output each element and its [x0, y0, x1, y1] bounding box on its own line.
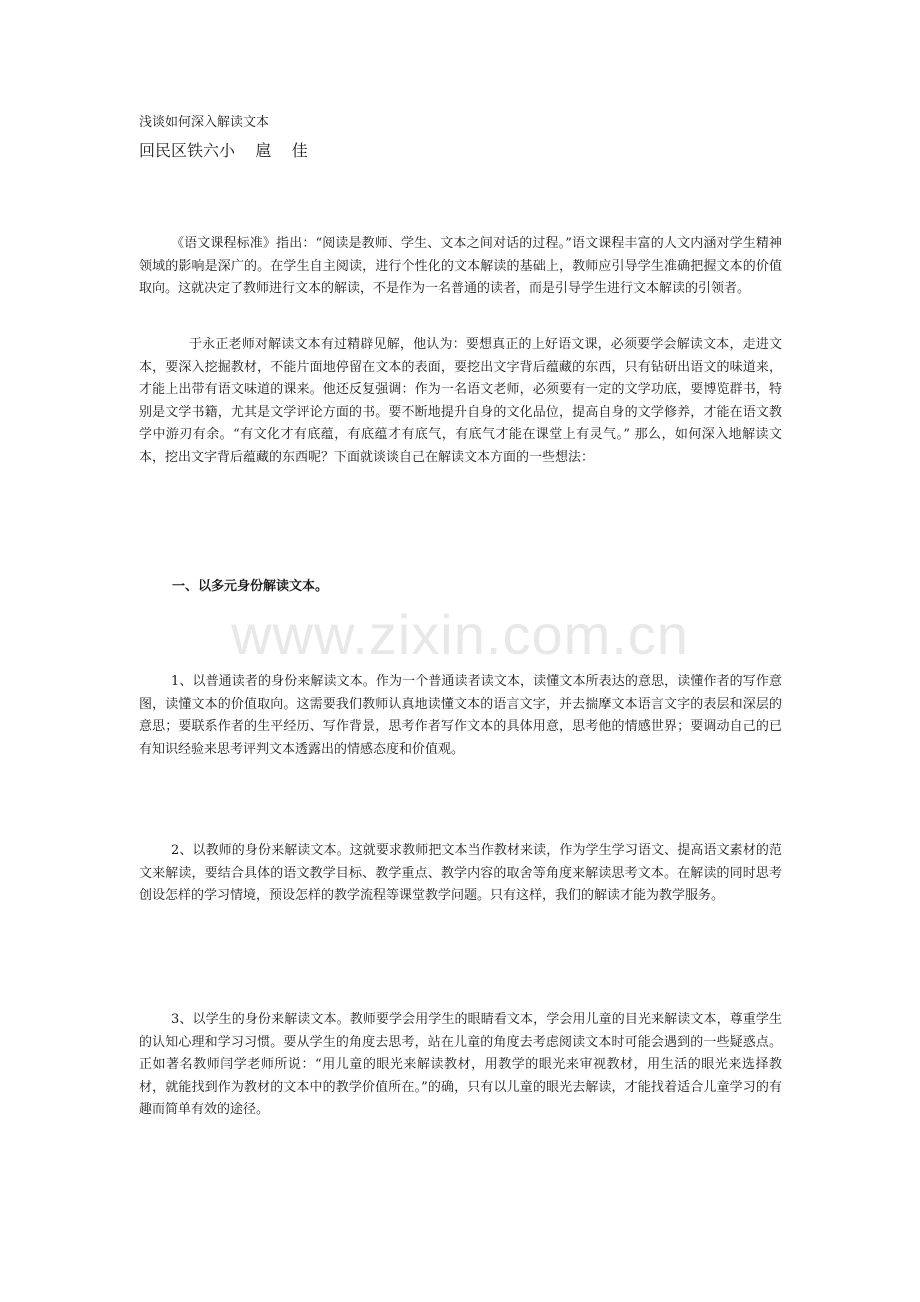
watermark: www.zixin.com.cn	[231, 603, 689, 666]
author-line: 回民区铁六小 扈 佳	[139, 141, 308, 160]
list-item-1: 1、以普通读者的身份来解读文本。作为一个普通读者读文本，读懂文本所表达的意思，读懂作者的写作意图，读懂文本的价值取向。这需要我们教师认真地读懂文本的语言文字，并去揣摩文本语言文字的表层和深层的意思；要联系作者的生平经历、写作背景，思考作者写作文本的具体用意，思考他的情感世界；要调动自己的已有知识经验来思考评判文本透露出的情感态度和价值观。	[139, 674, 782, 757]
list-item-3: 3、以学生的身份来解读文本。教师要学会用学生的眼睛看文本，学会用儿童的目光来解读文本，尊重学生的认知心理和学习习惯。要从学生的角度去思考，站在儿童的角度去考虑阅读文本时可能会遇到的一些疑惑点。正如著名教师闫学老师所说：“用儿童的眼光来解读教材，用教学的眼光来审视教材，用生活的眼光来选择教材，就能找到作为教材的文本中的教学价值所在。”的确，只有以儿童的眼光去解读，才能找着适合儿童学习的有趣而简单有效的途径。	[139, 1012, 782, 1117]
intro-paragraph-1: 《语文课程标准》指出：“阅读是教师、学生、文本之间对话的过程。”语文课程丰富的人文内涵对学生精神领域的影响是深广的。在学生自主阅读，进行个性化的文本解读的基础上，教师应引导学生准确把握文本的价值取向。这就决定了教师进行文本的解读，不是作为一名普通的读者，而是引导学生进行文本解读的引领者。	[139, 236, 782, 296]
intro-paragraph-2: 于永正老师对解读文本有过精辟见解，他认为：要想真正的上好语文课，必须要学会解读文本，走进文本，要深入挖掘教材，不能片面地停留在文本的表面，要挖出文字背后蕴藏的东西，只有钻研出语文的味道来，才能上出带有语文味道的课来。他还反复强调：作为一名语文老师，必须要有一定的文学功底，要博览群书，特别是文学书籍，尤其是文学评论方面的书。要不断地提升自身的文化品位，提高自身的文学修养，才能在语文教学中游刃有余。“有文化才有底蕴，有底蕴才有底气，有底气才能在课堂上有灵气。” 那么，如何深入地解读文本，挖出文字背后蕴藏的东西呢？下面就谈谈自己在解读文本方面的一些想法：	[139, 337, 782, 465]
section-heading: 一、以多元身份解读文本。	[172, 579, 329, 594]
list-item-2: 2、以教师的身份来解读文本。这就要求教师把文本当作教材来读，作为学生学习语文、提高语文素材的范文来解读，要结合具体的语文教学目标、教学重点、教学内容的取舍等角度来解读思考文本。在解读的同时思考创设怎样的学习情境，预设怎样的教学流程等课堂教学问题。只有这样，我们的解读才能为教学服务。	[139, 843, 782, 903]
document-title: 浅谈如何深入解读文本	[139, 115, 270, 130]
